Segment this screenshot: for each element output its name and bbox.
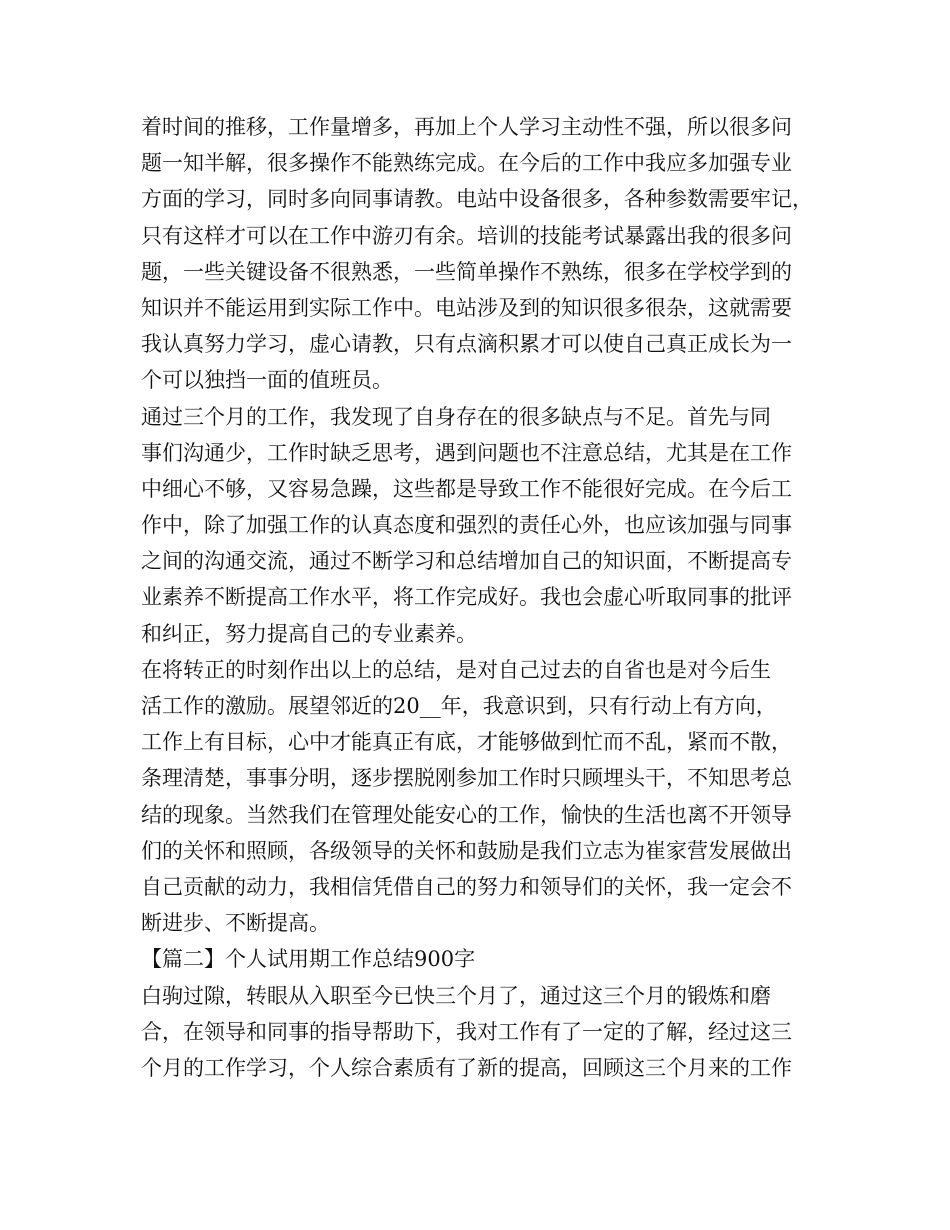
text-line: 自己贡献的动力，我相信凭借自己的努力和领导们的关怀，我一定会不 — [141, 874, 792, 899]
text-line: 事们沟通少，工作时缺乏思考，遇到问题也不注意总结，尤其是在工作 — [141, 440, 792, 465]
paragraph-start-line: 在将转正的时刻作出以上的总结，是对自己过去的自省也是对今后生 — [141, 657, 771, 682]
text-line: 和纠正，努力提高自己的专业素养。 — [141, 621, 477, 646]
section-heading: 【篇二】个人试用期工作总结900字 — [141, 947, 476, 972]
text-line: 我认真努力学习，虚心请教，只有点滴积累才可以使自己真正成长为一 — [141, 332, 792, 357]
text-line: 着时间的推移，工作量增多，再加上个人学习主动性不强，所以很多问 — [141, 115, 792, 139]
text-line: 中细心不够，又容易急躁，这些都是导致工作不能很好完成。在今后工 — [141, 476, 792, 501]
text-line: 条理清楚，事事分明，逐步摆脱刚参加工作时只顾埋头干，不知思考总 — [141, 766, 792, 791]
text-line: 知识并不能运用到实际工作中。电站涉及到的知识很多很杂，这就需要 — [141, 295, 792, 320]
text-line: 之间的沟通交流，通过不断学习和总结增加自己的知识面，不断提高专 — [141, 549, 792, 574]
text-line: 只有这样才可以在工作中游刃有余。培训的技能考试暴露出我的很多问 — [141, 223, 792, 248]
text-line: 工作上有目标，心中才能真正有底，才能够做到忙而不乱，紧而不散， — [141, 730, 792, 755]
text-line: 个可以独挡一面的值班员。 — [141, 368, 393, 393]
paragraph-start-line: 通过三个月的工作，我发现了自身存在的很多缺点与不足。首先与同 — [141, 404, 771, 429]
text-line: 业素养不断提高工作水平，将工作完成好。我也会虚心听取同事的批评 — [141, 585, 792, 610]
text-line: 合，在领导和同事的指导帮助下，我对工作有了一定的了解，经过这三 — [141, 1019, 792, 1044]
paragraph-start-line: 白驹过隙，转眼从入职至今已快三个月了，通过这三个月的锻炼和磨 — [141, 983, 771, 1008]
document-body — [141, 109, 821, 1086]
text-line: 方面的学习，同时多向同事请教。电站中设备很多，各种参数需要牢记， — [141, 187, 813, 212]
text-line: 断进步、不断提高。 — [141, 911, 330, 936]
text-line: 结的现象。当然我们在管理处能安心的工作，愉快的生活也离不开领导 — [141, 802, 792, 827]
text-line: 们的关怀和照顾，各级领导的关怀和鼓励是我们立志为崔家营发展做出 — [141, 838, 792, 863]
text-line: 题，一些关键设备不很熟悉，一些简单操作不熟练，很多在学校学到的 — [141, 259, 792, 284]
text-line: 作中，除了加强工作的认真态度和强烈的责任心外，也应该加强与同事 — [141, 513, 792, 538]
text-line: 题一知半解，很多操作不能熟练完成。在今后的工作中我应多加强专业 — [141, 151, 792, 176]
text-line: 个月的工作学习，个人综合素质有了新的提高，回顾这三个月来的工作 — [141, 1055, 792, 1080]
text-line: 活工作的激励。展望邻近的20__年，我意识到，只有行动上有方向， — [141, 694, 777, 718]
